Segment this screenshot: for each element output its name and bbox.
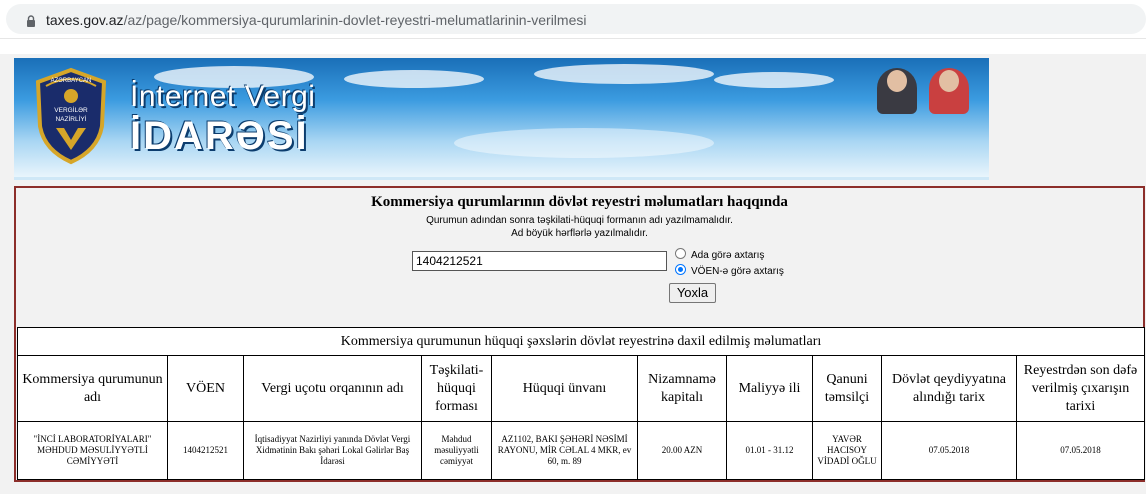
search-by-voen-radio[interactable] — [675, 264, 686, 275]
search-by-name-radio[interactable] — [675, 248, 686, 259]
site-banner[interactable] — [14, 58, 989, 180]
legal-address-cell: AZ1102, BAKI ŞƏHƏRİ NƏSİMİ RAYONU, MİR CƏLAL 4 MKR, ev 60, m. 89 — [492, 422, 638, 480]
browser-address-bar — [0, 0, 1146, 38]
col-header: Maliyyə ili — [727, 356, 813, 422]
col-header: Kommersiya qurumunun adı — [18, 356, 168, 422]
banner-portraits — [869, 64, 979, 116]
check-button[interactable]: Yoxla — [669, 283, 716, 303]
legal-representative-cell: YAVƏR HACISOY VİDADİ OĞLU — [813, 422, 882, 480]
col-header: Reyestrdən son dəfə verilmiş çıxarışın tarixi — [1017, 356, 1145, 422]
form-note-2: Ad böyük hərflərlə yazılmalıdır. — [511, 228, 648, 239]
lock-icon — [26, 15, 36, 28]
registry-form-box — [14, 186, 1145, 482]
fiscal-year-cell: 01.01 - 31.12 — [727, 422, 813, 480]
charter-capital-cell: 20.00 AZN — [638, 422, 727, 480]
ministry-emblem-icon — [32, 66, 110, 166]
legal-form-cell: Məhdud məsuliyyətli cəmiyyət — [422, 422, 492, 480]
banner-title-line1: İnternet Vergi — [130, 80, 316, 113]
col-header: Hüquqi ünvanı — [492, 356, 638, 422]
company-name-cell: "İNCİ LABORATORİYALARI" MƏHDUD MƏSULİYYƏTLİ CƏMİYYƏTİ — [18, 422, 168, 480]
results-caption: Kommersiya qurumunun hüquqi şəxslərin dövlət reyestrinə daxil edilmiş məlumatları — [18, 328, 1145, 356]
tax-authority-cell: İqtisadiyyat Nazirliyi yanında Dövlət Vergi Xidmətinin Bakı şəhəri Lokal Gəlirlər Baş İdarəsi — [244, 422, 422, 480]
results-table — [17, 327, 1145, 480]
form-heading: Kommersiya qurumlarının dövlət reyestri məlumatları haqqında — [371, 194, 788, 210]
last-extract-date-cell: 07.05.2018 — [1017, 422, 1145, 480]
col-header: Nizamnamə kapitalı — [638, 356, 727, 422]
search-by-name-label[interactable]: Ada görə axtarış — [691, 250, 765, 261]
registration-date-cell: 07.05.2018 — [882, 422, 1017, 480]
form-note-1: Qurumun adından sonra təşkilati-hüquqi formanın adı yazılmamalıdır. — [426, 215, 733, 226]
url-path: /az/page/kommersiya-qurumlarinin-dovlet-reyestri-melumatlarinin-verilmesi — [123, 12, 587, 28]
emblem-top-text: AZƏRBAYCAN — [50, 78, 92, 84]
col-header: Vergi uçotu orqanının adı — [244, 356, 422, 422]
url-field[interactable] — [6, 4, 1146, 34]
portrait-right — [929, 68, 969, 114]
search-input[interactable] — [412, 251, 667, 271]
voen-cell: 1404212521 — [168, 422, 244, 480]
banner-title-line2: İDARƏSİ — [130, 114, 309, 158]
url-text — [46, 12, 586, 28]
col-header: Dövlət qeydiyyatına alındığı tarix — [882, 356, 1017, 422]
browser-separator — [0, 38, 1146, 54]
col-header: VÖEN — [168, 356, 244, 422]
portrait-left — [877, 68, 917, 114]
col-header: Təşkilati-hüquqi forması — [422, 356, 492, 422]
col-header: Qanuni təmsilçi — [813, 356, 882, 422]
table-row — [18, 422, 1145, 480]
search-by-voen-label[interactable]: VÖEN-ə görə axtarış — [691, 266, 784, 277]
emblem-text-2: NAZİRLİYİ — [55, 116, 87, 123]
url-host: taxes.gov.az — [46, 12, 124, 28]
emblem-text-1: VERGİLƏR — [54, 107, 88, 114]
results-header-row — [18, 356, 1145, 422]
